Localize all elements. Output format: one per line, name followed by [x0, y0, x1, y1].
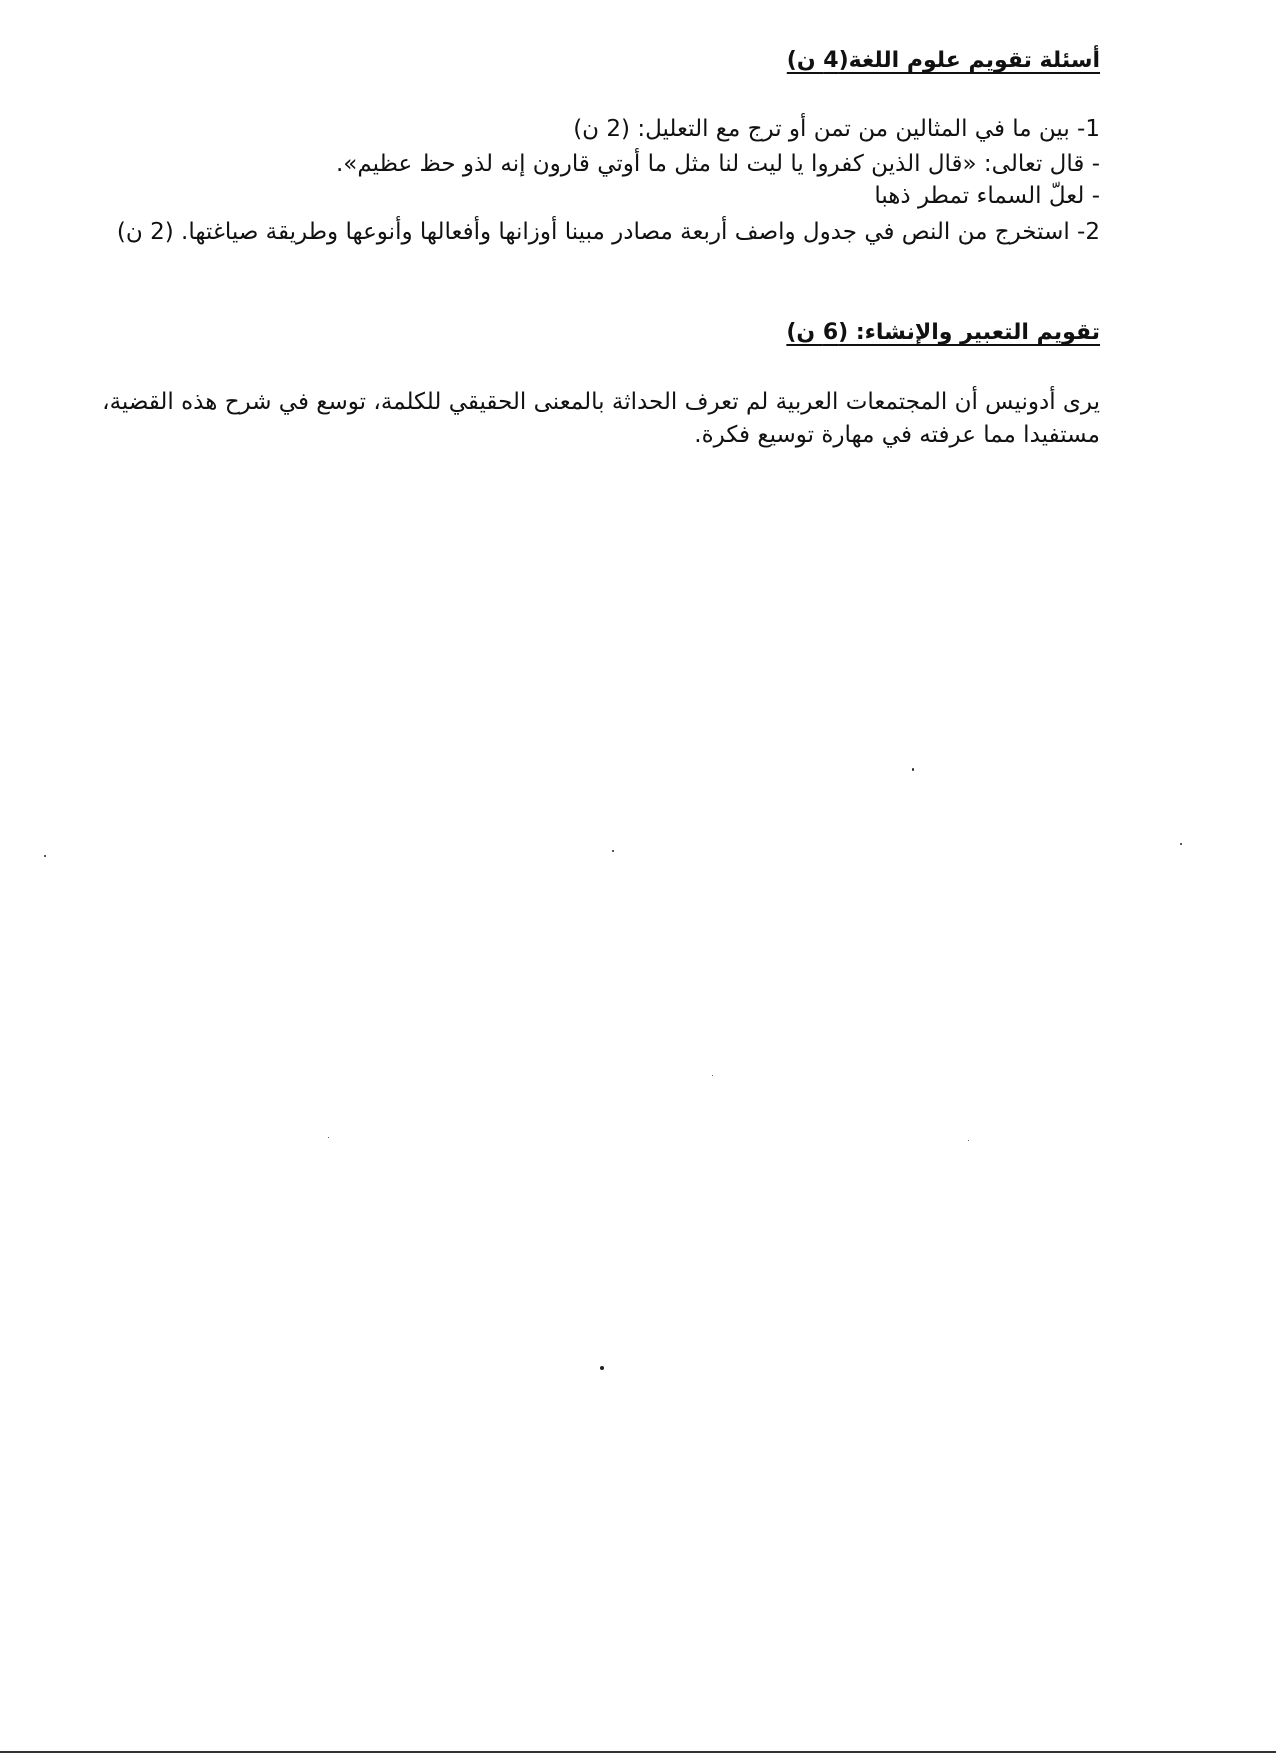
scan-speck	[612, 850, 614, 852]
question-2: 2- استخرج من النص في جدول واصف أربعة مصادر مبينا أوزانها وأفعالها وأنوعها وطريقة صياغتها. (2 ن)	[116, 219, 1100, 245]
composition-heading: تقويم التعبير والإنشاء: (6 ن)	[786, 320, 1100, 345]
language-questions-heading: أسئلة تقويم علوم اللغة(4 ن)	[786, 48, 1100, 73]
scan-speck	[328, 1137, 329, 1138]
scan-speck	[1180, 843, 1182, 845]
scan-speck	[600, 1366, 604, 1370]
scan-speck	[968, 1140, 969, 1141]
example-1-quran: - قال تعالى: «قال الذين كفروا يا ليت لنا مثل ما أوتي قارون إنه لذو حظ عظيم».	[335, 151, 1100, 177]
question-1: 1- بين ما في المثالين من تمن أو ترج مع التعليل: (2 ن)	[573, 116, 1100, 142]
scan-speck	[44, 855, 46, 857]
bottom-rule	[0, 1751, 1276, 1753]
scan-speck	[712, 1075, 713, 1076]
composition-prompt: يرى أدونيس أن المجتمعات العربية لم تعرف الحداثة بالمعنى الحقيقي للكلمة، توسع في شرح هذه القضية، مستفيدا مما عرفته في مهارة توسيع فكرة.	[102, 389, 1100, 448]
scan-speck	[912, 768, 914, 771]
example-2-sentence: - لعلّ السماء تمطر ذهبا	[874, 183, 1100, 209]
